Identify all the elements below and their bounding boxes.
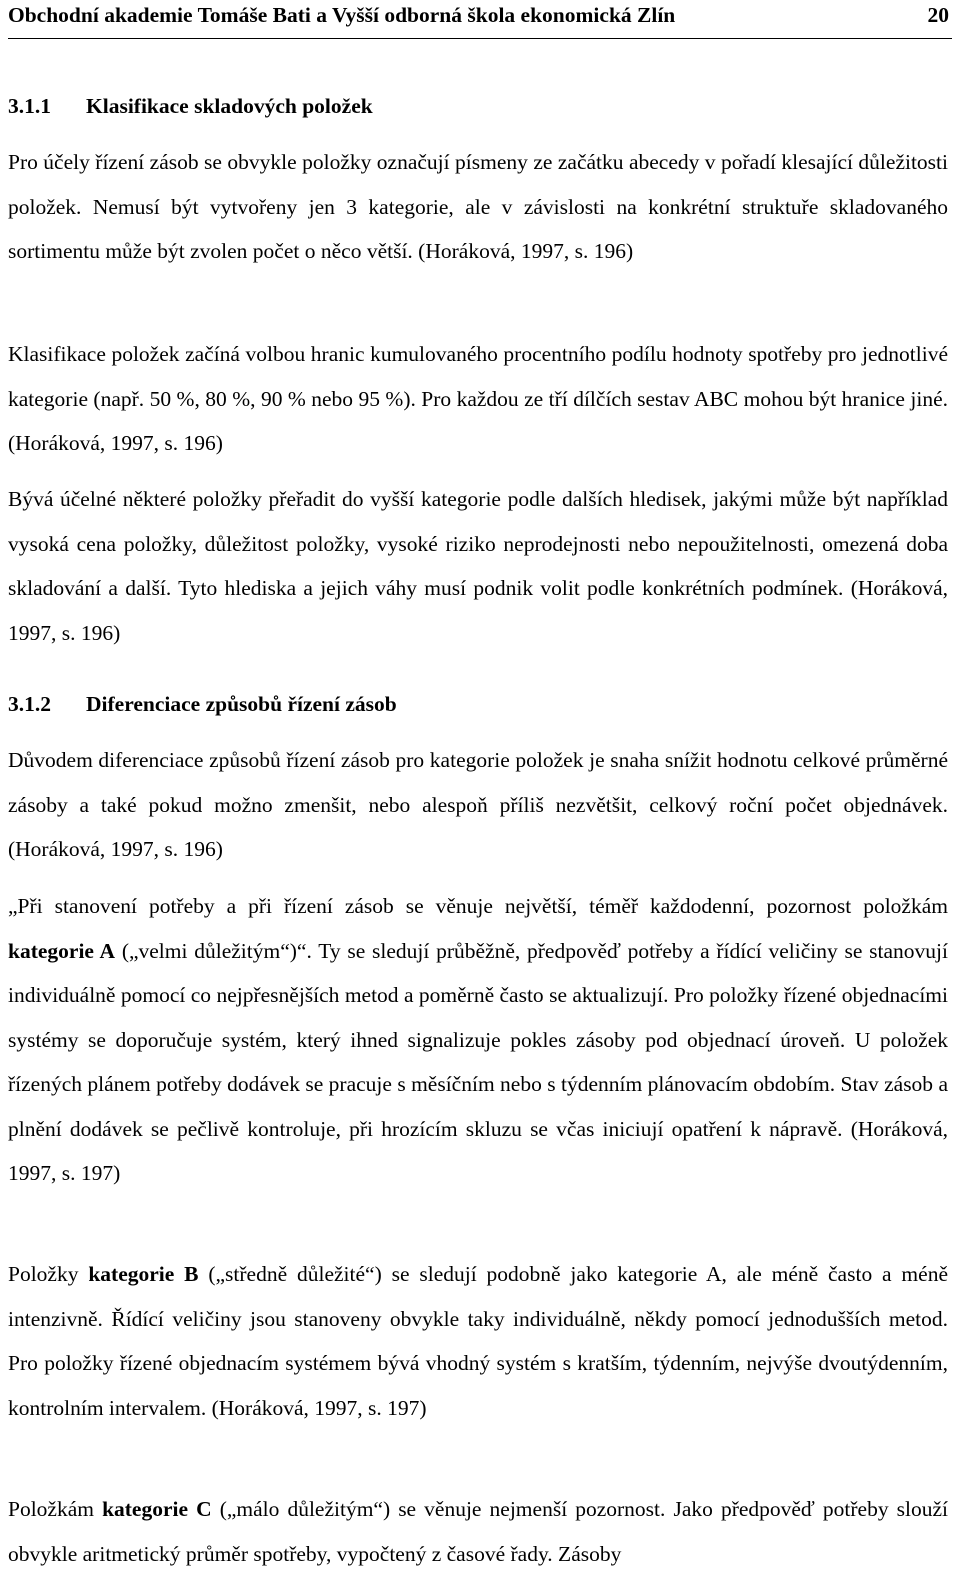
text-run: Položky	[8, 1262, 89, 1286]
emphasis-term: kategorie B	[88, 1262, 199, 1286]
page-number: 20	[927, 3, 949, 27]
paragraph: Pro účely řízení zásob se obvykle položky označují písmeny ze začátku abecedy v pořadí klesající důležitosti položek. Nemusí být vytvořeny jen 3 kategorie, ale v závislosti na konkrétní struktuře skladovaného sortimentu může být zvolen počet o něco větší. (Horáková, 1997, s. 196)	[8, 150, 948, 263]
page-header	[8, 0, 952, 39]
paragraph: Důvodem diferenciace způsobů řízení zásob pro kategorie položek je snaha snížit hodnotu celkové průměrné zásoby a také pokud možno zmenšit, nebo alespoň příliš nezvětšit, celkový roční počet objednávek. (Horáková, 1997, s. 196)	[8, 748, 948, 861]
text-run: „Při stanovení potřeby a při řízení zásob se věnuje největší, téměř každodenní, pozornost položkám	[8, 894, 948, 918]
section-title: Klasifikace skladových položek	[86, 94, 373, 118]
paragraph: Klasifikace položek začíná volbou hranic kumulovaného procentního podílu hodnoty spotřeby pro jednotlivé kategorie (např. 50 %, 80 %, 90 % nebo 95 %). Pro každou ze tří dílčích sestav ABC mohou být hranice jiné. (Horáková, 1997, s. 196)	[8, 342, 948, 455]
text-run: Položkám	[8, 1497, 103, 1521]
paragraph	[8, 1252, 948, 1430]
paragraph	[8, 1487, 948, 1576]
emphasis-term: kategorie A	[8, 938, 116, 963]
text-run: („středně důležité“) se sledují podobně jako kategorie A, ale méně často a méně intenzivně. Řídící veličiny jsou stanoveny obvykle taky individuálně, někdy pomocí jednodušších metod. Pro položky řízené objednacím systémem bývá vhodný systém s kratším, týdenním, nejvýše dvoutýdenním, kontrolním intervalem. (Horáková, 1997, s. 197)	[8, 1262, 948, 1420]
text-run: („málo důležitým“) se věnuje nejmenší pozornost. Jako předpověď potřeby slouží obvykle aritmetický průměr spotřeby, vypočtený z časové řady. Zásoby	[8, 1497, 948, 1566]
section-number: 3.1.2	[8, 692, 51, 716]
paragraph	[8, 884, 948, 1196]
header-title: Obchodní akademie Tomáše Bati a Vyšší odborná škola ekonomická Zlín	[8, 3, 676, 27]
emphasis-term: kategorie C	[102, 1497, 212, 1521]
section-title: Diferenciace způsobů řízení zásob	[86, 692, 397, 716]
section-heading-3-1-1	[8, 92, 373, 120]
paragraph: Bývá účelné některé položky přeřadit do vyšší kategorie podle dalších hledisek, jakými může být například vysoká cena položky, důležitost položky, vysoké riziko neprodejnosti nebo nepoužitelnosti, omezená doba skladování a další. Tyto hlediska a jejich váhy musí podnik volit podle konkrétních podmínek. (Horáková, 1997, s. 196)	[8, 487, 948, 645]
text-run: („velmi důležitým“)“. Ty se sledují průběžně, předpověď potřeby a řídící veličiny se stanovují individuálně pomocí co nejpřesnějších metod a poměrně často se aktualizují. Pro položky řízené objednacími systémy se doporučuje systém, který ihned signalizuje pokles zásoby pod objednací úroveň. U položek řízených plánem potřeby dodávek se pracuje s měsíčním nebo s týdenním plánovacím obdobím. Stav zásob a plnění dodávek se pečlivě kontroluje, při hrozícím skluzu se včas iniciují opatření k nápravě. (Horáková, 1997, s. 197)	[8, 938, 948, 1185]
section-heading-3-1-2	[8, 690, 397, 718]
section-number: 3.1.1	[8, 94, 51, 118]
